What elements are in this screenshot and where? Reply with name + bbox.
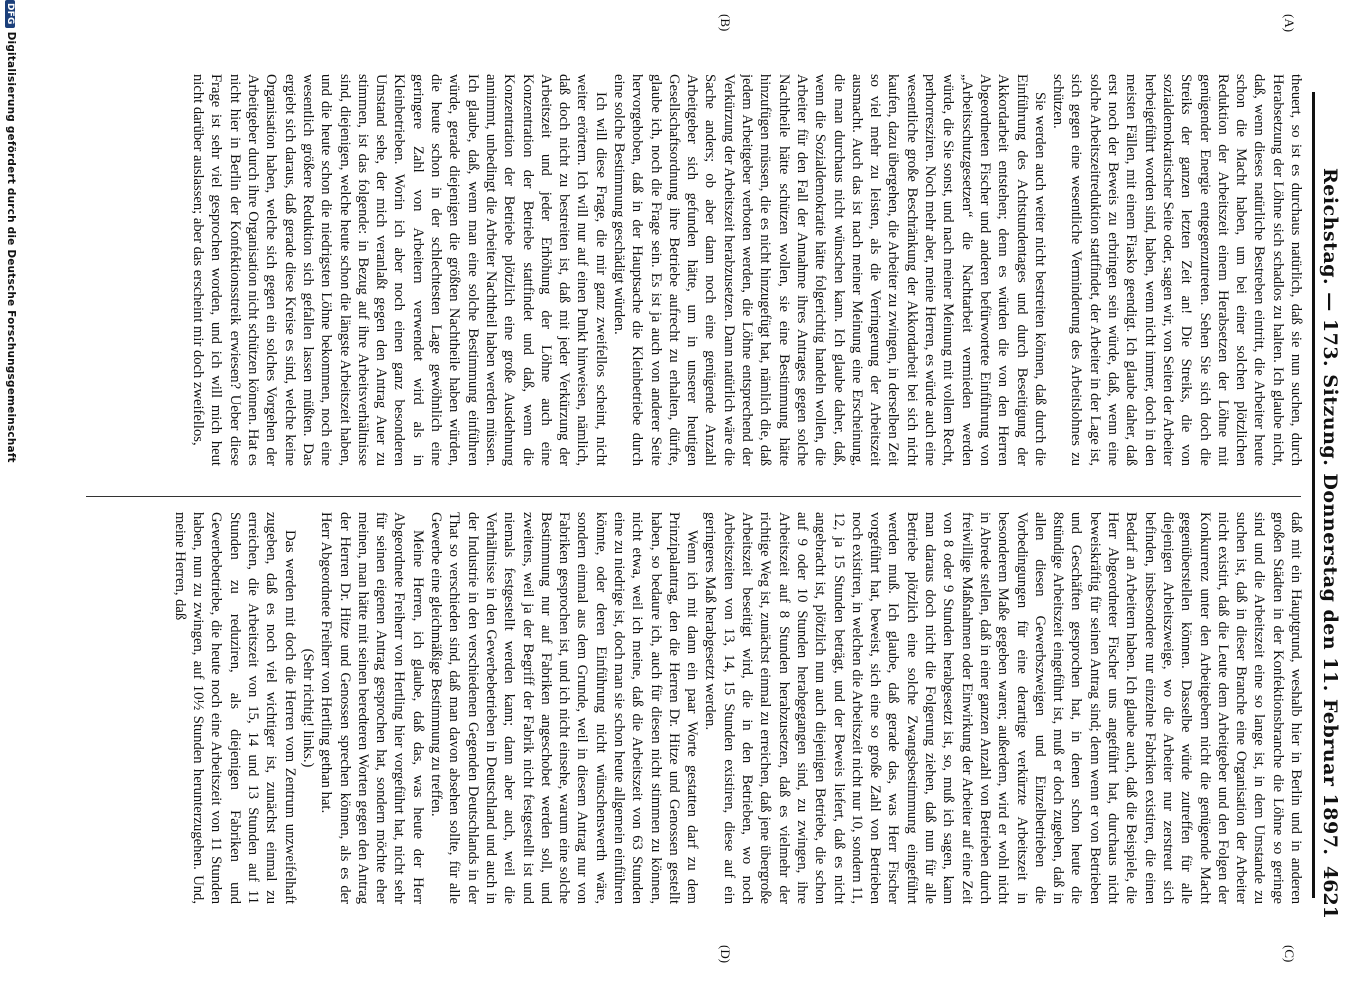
page-header [1301,0,1341,1000]
paragraph: daß mit ein Hauptgrund, weshalb hier in Berlin und in anderen großen Städten in der Konfektionsbranche die Löhne so geringe sind und die Arbeitszeit eine so lange ist, in dem Umstande zu suchen ist, daß in dieser Branche eine Organisation der Arbeiter nicht existirt, daß die Leute dem Arbeitgeber und den Folgen der Konkurrenz unter den Arbeitgebern nicht die genügende Macht gegenüberstellen können. Dasselbe würde zutreffen für alle diejenigen Arbeitszweige, wo die Arbeiter nur zerstreut sich befinden, insbesondere nur einzelne Fabriken existiren, die einen Bedarf an Arbeitern haben. Ich glaube auch, daß die Beispiele, die Herr Abgeordneter Fischer uns angeführt hat, durchaus nicht beweiskräftig für seinen Antrag sind; denn wenn er von Betrieben und Geschäften gesprochen hat, in denen schon heute die 8stündige Arbeitszeit eingeführt ist, muß er doch zugeben, daß in allen diesen Gewerbszweigen und Einzelbetrieben die Vorbedingungen für eine derartige verkürzte Arbeitszeit in besonderem Maße gegeben waren; außerdem, wird er wohl nicht in Abrede stellen, daß in einer ganzen Anzahl von Betrieben durch freiwillige Maßnahmen oder Einwirkung der Arbeiter auf eine Zeit von 8 oder 9 Stunden herabgesetzt ist, so, muß ich sagen, kann man daraus doch nicht die Folgerung ziehen, daß nun für alle Betriebe plötzlich eine solche Zwangsbestimmung eingeführt werden muß. Ich glaube, daß gerade das, was Herr Fischer vorgeführt hat, beweist, sich eine so große Zahl von Betrieben noch existiren, in welchen die Arbeitszeit nicht nur 10, sondern 11, 12, ja 15 Stunden beträgt, und der Beweis liefert, daß es nicht angebracht ist, plötzlich nun auch diejenigen Betriebe, die schon auf 9 oder 10 Stunden herabgegangen sind, zu zwingen, ihre Arbeitszeit auf 8 Stunden herabzusetzen, daß es vielmehr der richtige Weg ist, zunächst einmal zu erreichen, daß jene übergroße Arbeitszeit beseitigt wird, die in den Betrieben, wo noch Arbeitszeiten von 13, 14, 15 Stunden existiren, diese auf ein geringeres Maß herabgesetzt werden. [702,512,1304,904]
margin-mark-c: (C) [1282,945,1297,963]
header-rule [1312,92,1315,898]
paragraph: Ich will diese Frage, die mir ganz zweifellos scheint, nicht weiter erörtern. Ich will nur auf einen Punkt hinweisen, nämlich, daß doch nicht zu bestreiten ist, daß mit jeder Verkürzung der Arbeitszeit und jeder Erhöhung der Löhne auch eine Konzentration der Betriebe stattfindet und daß, wenn die Konzentration der Betriebe plötzlich eine große Ausdehnung annimmt, unbedingt die Arbeiter Nachtheil haben werden müssen. Ich glaube, daß, wenn man eine solche Bestimmung einführen würde, gerade diejenigen die größten Nachtheile haben würden, die heute schon in der schlechtesten Lage gewöhnlich eine geringere Zahl von Arbeitern verwendet wird als in Kleinbetrieben. Worin ich aber noch einen ganz besonderen Umstand sehe, der mich veranlaßt gegen den Antrag Auer zu stimmen, ist das folgende: in Bezug auf ihre Arbeitsverhältnisse sind, diejenigen, welche heute schon die längste Arbeitszeit haben, und die heute schon die niedrigsten Löhne bekommen, noch eine wesentlich größere Reduktion sich gefallen lassen müßten. Das ergiebt sich daraus, daß gerade diese Kreise es sind, welche keine Organisation haben, welche sich gegen ein solches Vorgehen der Arbeitgeber durch ihre Organisation nicht schützen können. Hat es nicht hier in Berlin der Konfektionsstreik erwiesen? Ueber diese Frage ist sehr viel gesprochen worden, und ich will mich heut nicht darüber auslassen; aber das erscheint mir doch zweifellos, [190,74,609,466]
paragraph: theuert, so ist es durchaus natürlich, daß sie nun suchen, durch Herabsetzung der Löhne sich schadlos zu halten. Ich glaube nicht, daß, wenn dieses natürliche Bestreben eintritt, die Arbeiter heute schon die Macht haben, um bei einer solchen plötzlichen Reduktion der Arbeitszeit einem Herabsetzen der Löhne mit genügender Energie entgegenzutreten. Sehen Sie sich doch die Streiks der ganzen letzten Zeit an! Die Streiks, die von sozialdemokratischer Seite oder, sagen wir, von Seiten der Arbeiter herbeigeführt worden sind, haben, wenn nicht immer, doch in den meisten Fällen, mit einem Fiasko geendigt. Ich glaube daher, daß erst noch der Beweis zu erbringen sein würde, daß, wenn eine solche Arbeitszeitreduktion stattfindet, der Arbeiter in der Lage ist, sich gegen eine wesentliche Verminderung des Arbeitslohnes zu schützen. [1050,74,1304,466]
column-divider [86,496,1301,497]
page-title: Reichstag. — 173. Sitzung. Donnerstag den 11. Februar 1897. [1319,168,1341,856]
interjection: (Sehr richtig! links.) [299,648,316,768]
paragraph: Sie werden auch weiter nicht bestreiten können, daß durch die Einführung des Achtstundentages und durch Beseitigung der Akkordarbeit entstehen; denn es würden die von den Herren Abgeordneten Fischer und anderen befürwortete Einführung von „Arbeitsschutzgesetzen“ die Nachtarbeit vermieden werden würde, die Sie sonst, und nach meiner Meinung mit vollem Recht, perhorresziren. Noch mehr aber, meine Herren, es würde auch eine wesentliche große Beschränkung der Akkordarbeit bei sich nicht kaufen, dazu übergehen, die Arbeiter zu zwingen, in derselben Zeit so viel mehr zu leisten, als die Verringerung der Arbeitszeit ausmacht. Auch das ist nach meiner Meinung eine Erscheinung, die man durchaus nicht wünschen kann. Ich glaube daher, daß, wenn die Sozialdemokratie hätte folgerichtig handeln wollen, die Arbeiter für den Fall der Annahme ihres Antrages gegen solche Nachtheile hätte schützen wollen, sie eine Bestimmung hätte hinzufügen müssen, die es nicht hinzugefügt hat, nämlich die, daß jedem Arbeitgeber verboten werden, die Löhne entsprechend der Verkürzung der Arbeitszeit herabzusetzen. Dann natürlich wäre die Sache anders; ob aber dann noch eine genügende Anzahl Arbeitgeber sich gefunden hätte, um in unserer heutigen Gesellschaftsordnung ihre Betriebe aufrecht zu erhalten, dürfte, glaube ich, noch die Frage sein. Es ist ja auch von anderer Seite hervorgehoben, daß in der Hauptsache die Kleinbetriebe durch eine solche Bestimmung geschädigt würden. [611,74,1048,466]
text-column-right [85,512,1305,904]
text-column-left [85,74,1305,466]
margin-mark-d: (D) [718,945,733,964]
margin-mark-a: (A) [1282,14,1297,33]
margin-mark-b: (B) [718,14,733,32]
paragraph: Meine Herren, ich glaube, daß das, was heute der Herr Abgeordnete Freiherr von Hertling hier vorgeführt hat, nicht sehr für seinen eigenen Antrag gesprochen hat, sondern möchte eher meinen, man hätte mit seinen beredteren Worten gegen den Antrag der Herren Dr. Hitze und Genossen sprechen können, als es der Herr Abgeordnete Freiherr von Hertling gethan hat. [318,512,426,904]
paragraph: Wenn ich mit dann ein paar Worte gestatten darf zu dem Prinzipalantrag, den die Herren Dr. Hitze und Genossen gestellt haben, so bedaure ich, auch für diesen nicht stimmen zu können, nicht etwa, weil ich meine, daß die Arbeitszeit von 63 Stunden eine zu niedrige ist, doch man sie schon heute allgemein einführen könnte, oder deren Einführung nicht wünschenswerth wäre, sondern einmal aus dem Grunde, weil in diesem Antrag nur von Fabriken gesprochen ist, und ich nicht einsehe, warum eine solche Bestimmung nur auf Fabriken angeschobet werden soll, und zweitens, weil ja der Begriff der Fabrik nicht festgestellt ist und niemals festgestellt werden kann; dann aber auch, weil die Verhältnisse in den Gewerbebetrieben in Deutschland und auch in der Industrie in den verschiedenen Gegenden Deutschlands in der That so verschieden sind, daß man davon absehen sollte, für alle Gewerbe eine gleichmäßige Bestimmung zu treffen. [428,512,701,904]
dfg-logo: DFG [5,0,15,28]
footer-text: Digitalisierung gefördert durch die Deutsche Forschungsgemeinschaft [5,31,17,463]
paragraph: Das werden mit doch die Herren vom Zentrum unzweifelhaft zugeben, daß es noch viel wichtiger ist, zunächst einmal zu erreichen, die Arbeitszeit von 15, 14 und 13 Stunden auf 11 Stunden zu reduziren, als diejenigen Fabriken und Gewerbebetriebe, die heute noch eine Arbeitszeit von 11 Stunden haben, nun zu zwingen, auf 10½ Stunden herunterzugehen. Und, meine Herren, daß [171,512,298,904]
footer-credit [5,0,17,1000]
page-number: 4621 [1319,866,1341,919]
